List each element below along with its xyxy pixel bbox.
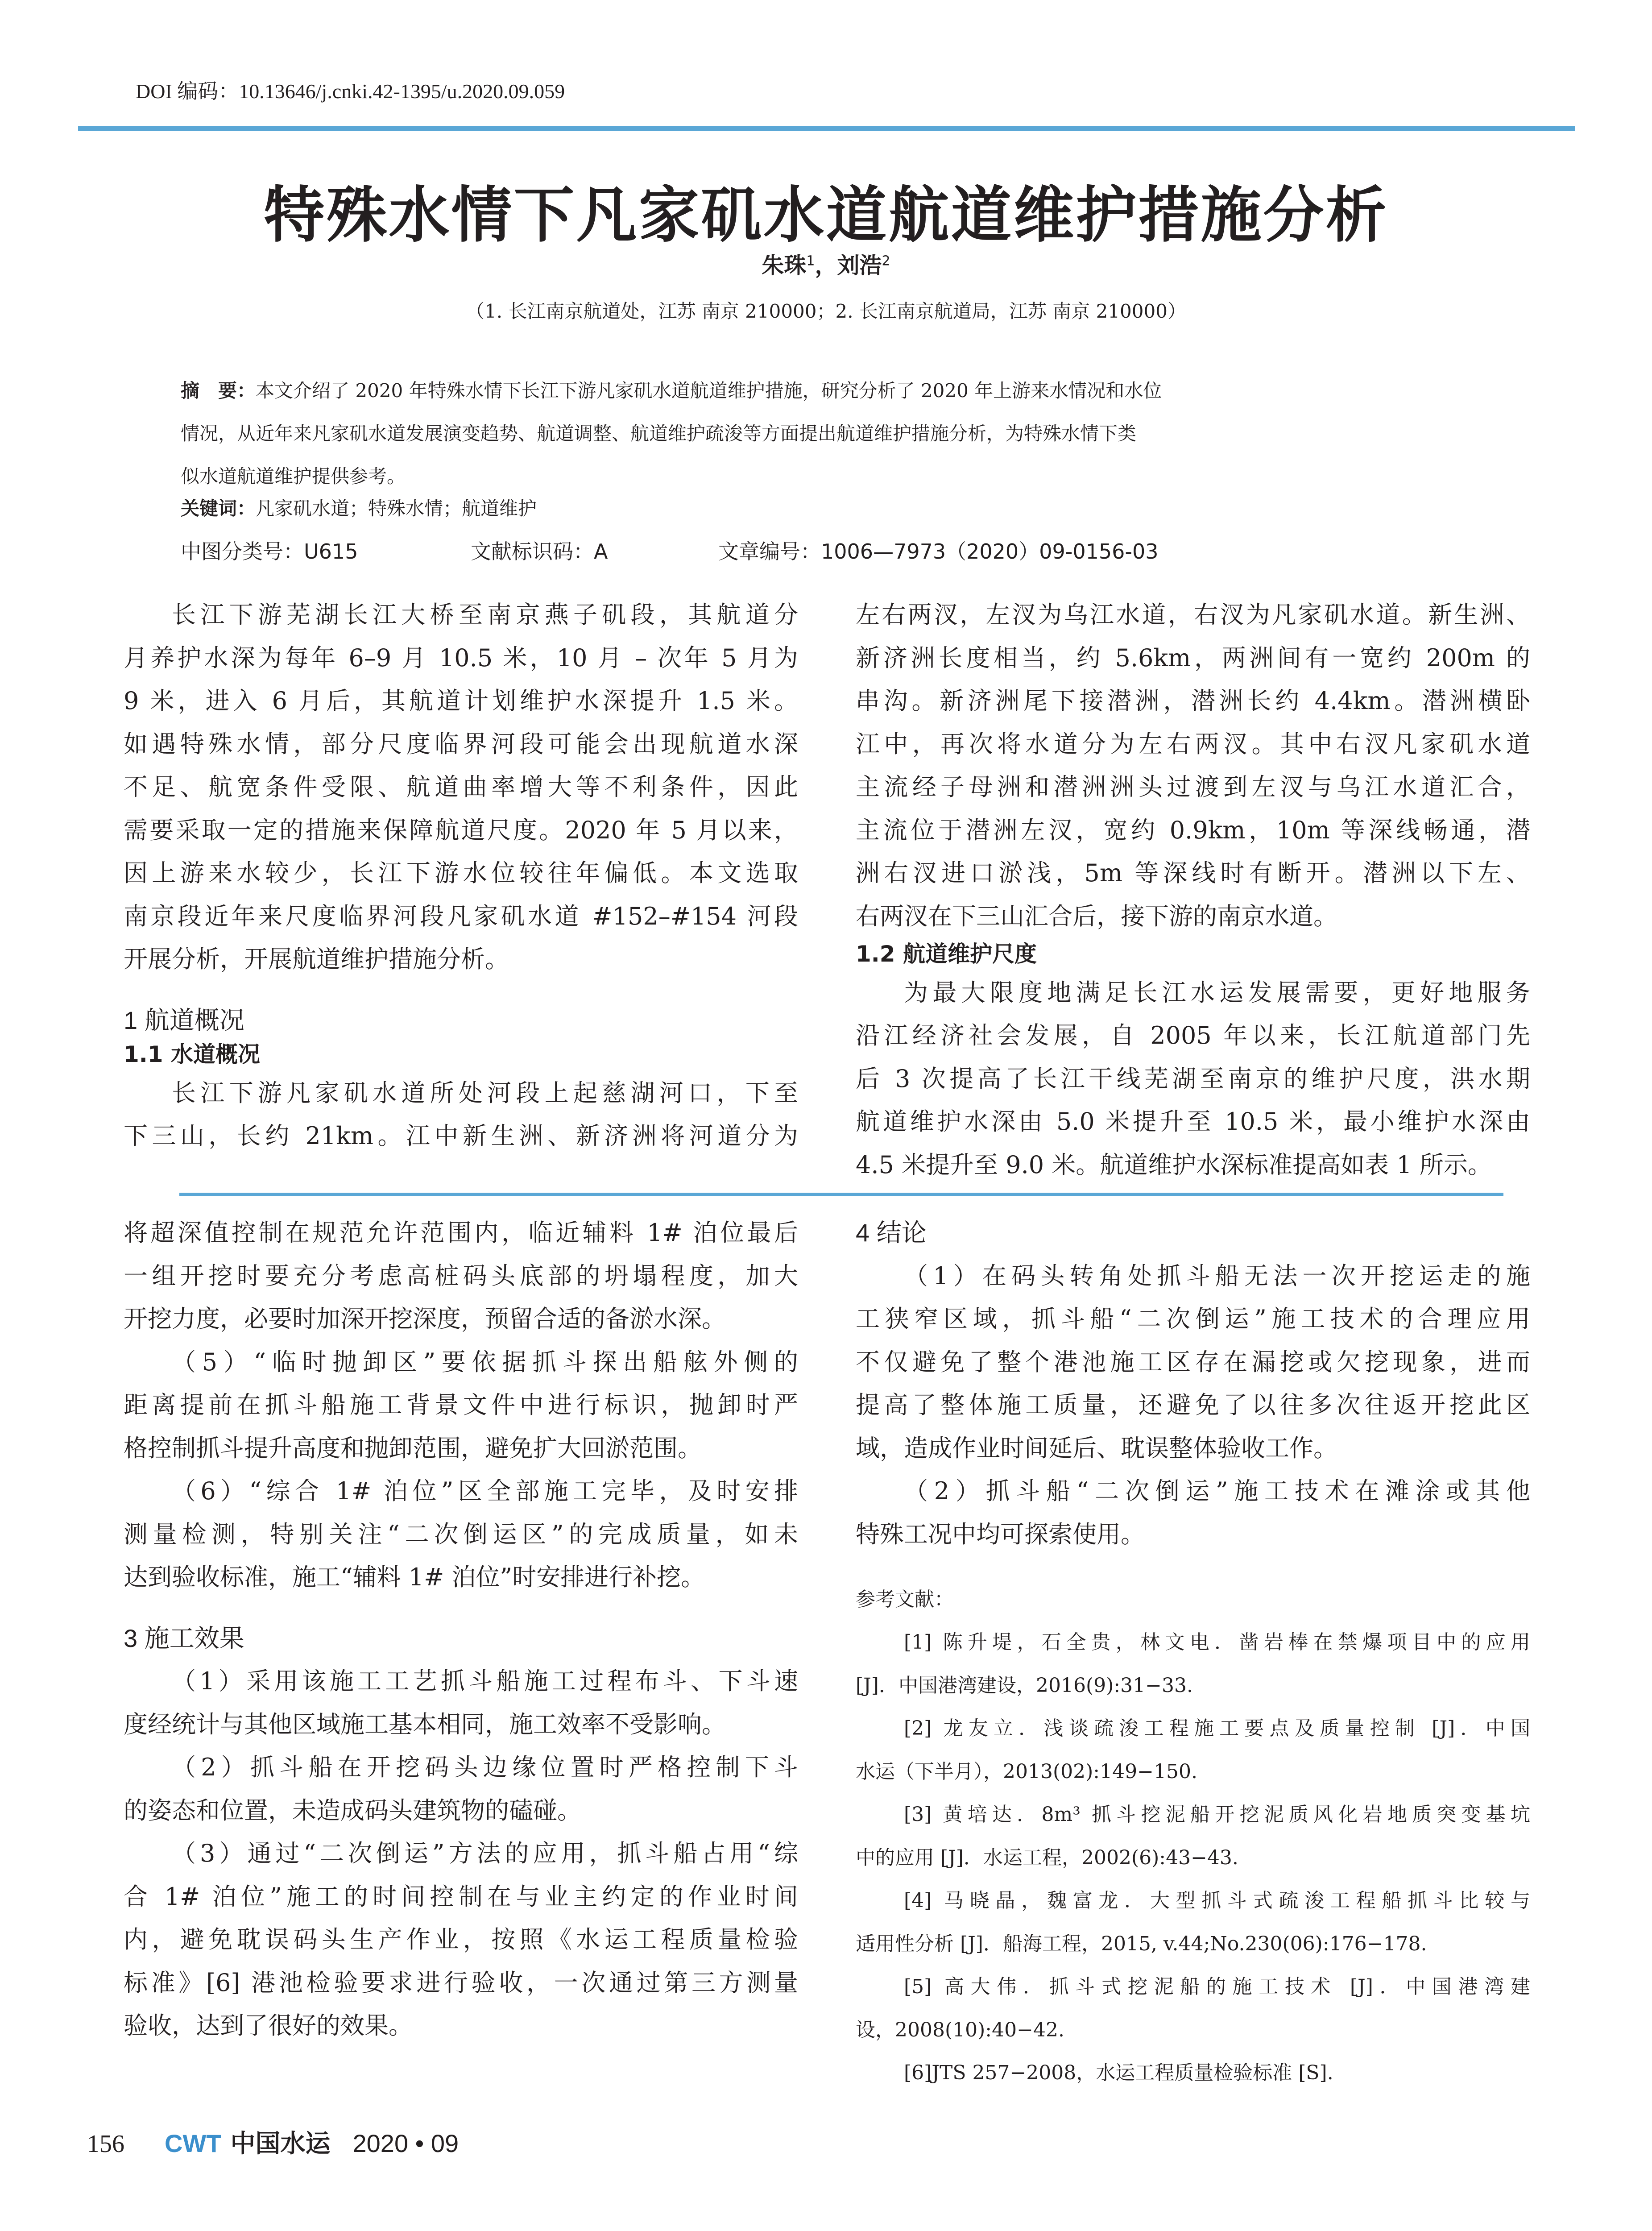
classification-line — [181, 535, 1159, 565]
reference-list — [856, 1621, 1530, 2095]
authors — [0, 248, 1652, 280]
reference-line: [J]．中国港湾建设，2016(9):31−33. — [856, 1674, 1193, 1697]
keywords-text: 凡家矶水道；特殊水情；航道维护 — [256, 498, 537, 519]
text-line: 新济洲长度相当，约 5.6km，两洲间有一宽约 200m 的 — [856, 643, 1530, 672]
text-line: 主流位于潜洲左汊，宽约 0.9km，10m 等深线畅通，潜 — [856, 816, 1530, 844]
text-line: （1）在码头转角处抓斗船无法一次开挖运走的施 — [904, 1261, 1530, 1290]
column-upper-left — [124, 593, 798, 1158]
reference-line: [2] 龙友立．浅谈疏浚工程施工要点及质量控制 [J]．中国 — [904, 1717, 1530, 1740]
text-line: 长江下游凡家矶水道所处河段上起慈湖河口，下至 — [172, 1078, 798, 1107]
column-lower-right — [856, 1211, 1530, 2095]
text-line: 将超深值控制在规范允许范围内，临近辅料 1# 泊位最后 — [124, 1219, 798, 1247]
text-line: 开展分析，开展航道维护措施分析。 — [124, 945, 509, 973]
text-line: （2）抓斗船“二次倒运”施工技术在滩涂或其他 — [904, 1477, 1530, 1505]
reference-line: 中的应用 [J]．水运工程，2002(6):43−43. — [856, 1846, 1238, 1869]
text-line: 月养护水深为每年 6–9 月 10.5 米，10 月 – 次年 5 月为 — [124, 643, 798, 672]
text-line: 开挖力度，必要时加深开挖深度，预留合适的备淤水深。 — [124, 1305, 726, 1333]
text-line: 江中，再次将水道分为左右两汊。其中右汊凡家矶水道 — [856, 730, 1530, 758]
text-line: （3）通过“二次倒运”方法的应用，抓斗船占用“综 — [172, 1839, 798, 1867]
reference-line: [4] 马晓晶，魏富龙．大型抓斗式疏浚工程船抓斗比较与 — [904, 1889, 1530, 1912]
text-line: 沿江经济社会发展，自 2005 年以来，长江航道部门先 — [856, 1021, 1530, 1049]
clc-number: 中图分类号：U615 — [181, 539, 358, 564]
abstract-line: 似水道航道维护提供参考。 — [181, 465, 406, 487]
text-line: 因上游来水较少，长江下游水位较往年偏低。本文选取 — [124, 859, 798, 887]
abstract-line: 情况，从近年来凡家矶水道发展演变趋势、航道调整、航道维护疏浚等方面提出航道维护措施分析，为特殊水情下类 — [181, 423, 1137, 444]
column-upper-right — [856, 593, 1530, 1186]
text-line: 达到验收标准，施工“辅料 1# 泊位”时安排进行补挖。 — [124, 1563, 705, 1591]
text-line: 测量检测，特别关注“二次倒运区”的完成质量，如未 — [124, 1520, 798, 1548]
text-line: 格控制抓斗提升高度和抛卸范围，避免扩大回淤范围。 — [124, 1434, 702, 1462]
page-number: 156 — [87, 2130, 124, 2158]
text-line: 右两汊在下三山汇合后，接下游的南京水道。 — [856, 902, 1337, 930]
text-line: 航道维护水深由 5.0 米提升至 10.5 米，最小维护水深由 — [856, 1107, 1530, 1136]
text-line: 为最大限度地满足长江水运发展需要，更好地服务 — [904, 978, 1530, 1007]
text-line: 南京段近年来尺度临界河段凡家矶水道 #152–#154 河段 — [124, 902, 798, 930]
reference-line: 适用性分析 [J]．船海工程，2015, v.44;No.230(06):176−178. — [856, 1932, 1427, 1955]
text-line: 后 3 次提高了长江干线芜湖至南京的维护尺度，洪水期 — [856, 1064, 1530, 1093]
doi-line: DOI 编码：10.13646/j.cnki.42-1395/u.2020.09.059 — [136, 80, 565, 103]
paper-title: 特殊水情下凡家矶水道航道维护措施分析 — [264, 180, 1388, 251]
reference-line: [5] 高大伟．抓斗式挖泥船的施工技术 [J]．中国港湾建 — [904, 1975, 1530, 1998]
text-line: （1）采用该施工工艺抓斗船施工过程布斗、下斗速 — [172, 1667, 798, 1695]
text-line: 验收，达到了很好的效果。 — [124, 2011, 413, 2040]
document-code: 文献标识码：A — [471, 539, 608, 564]
journal-name: 中国水运 — [230, 2129, 331, 2158]
reference-line: [3] 黄培达．8m³ 抓斗挖泥船开挖泥质风化岩地质突变基坑 — [904, 1803, 1530, 1826]
journal-logo: CWT — [165, 2129, 222, 2157]
issue-date: 2020 • 09 — [352, 2129, 459, 2157]
text-line: 特殊工况中均可探索使用。 — [856, 1520, 1145, 1548]
text-line: 内，避免耽误码头生产作业，按照《水运工程质量检验 — [124, 1925, 798, 1953]
keywords-label: 关键词： — [181, 498, 256, 519]
keywords — [181, 494, 537, 521]
abstract-line: 本文介绍了 2020 年特殊水情下长江下游凡家矶水道航道维护措施，研究分析了 2020 年上游来水情况和水位 — [256, 380, 1162, 402]
text-line: 域，造成作业时间延后、耽误整体验收工作。 — [856, 1434, 1337, 1462]
affiliation: （1. 长江南京航道处，江苏 南京 210000；2. 长江南京航道局，江苏 南京 210000） — [466, 300, 1186, 322]
reference-line: 设，2008(10):40−42. — [856, 2018, 1064, 2041]
page-footer — [87, 2124, 459, 2160]
text-line: 的姿态和位置，未造成码头建筑物的磕碰。 — [124, 1796, 581, 1825]
author-separator: ， — [815, 253, 837, 278]
text-line: 主流经子母洲和潜洲洲头过渡到左汊与乌江水道汇合， — [856, 773, 1530, 801]
text-line: 提高了整体施工质量，还避免了以往多次往返开挖此区 — [856, 1391, 1530, 1419]
text-line: 左右两汊，左汊为乌江水道，右汊为凡家矶水道。新生洲、 — [856, 601, 1530, 629]
references-title: 参考文献： — [856, 1588, 954, 1611]
header-rule — [78, 126, 1575, 131]
author-1: 朱珠 — [762, 253, 807, 278]
author-2-affil: 2 — [882, 253, 890, 269]
author-2: 刘浩 — [837, 253, 882, 278]
text-line: 度经统计与其他区域施工基本相同，施工效率不受影响。 — [124, 1710, 726, 1738]
text-line: 不足、航宽条件受限、航道曲率增大等不利条件，因此 — [124, 773, 798, 801]
text-line: 工狭窄区域，抓斗船“二次倒运”施工技术的合理应用 — [856, 1305, 1530, 1333]
section-heading: 4 结论 — [856, 1219, 927, 1247]
text-line: （5）“临时抛卸区”要依据抓斗探出船舷外侧的 — [172, 1348, 798, 1376]
text-line: 标准》[6] 港池检验要求进行验收，一次通过第三方测量 — [124, 1968, 798, 1997]
article-number: 文章编号：1006—7973（2020）09-0156-03 — [718, 539, 1159, 564]
text-line: 一组开挖时要充分考虑高桩码头底部的坍塌程度，加大 — [124, 1261, 798, 1290]
author-1-affil: 1 — [806, 253, 815, 269]
text-line: 合 1# 泊位”施工的时间控制在与业主约定的作业时间 — [124, 1882, 798, 1911]
text-line: 需要采取一定的措施来保障航道尺度。2020 年 5 月以来， — [124, 816, 798, 844]
column-lower-left — [124, 1211, 798, 2048]
reference-line: [1] 陈升堤，石全贵，林文电．凿岩棒在禁爆项目中的应用 — [904, 1631, 1530, 1654]
reference-line: [6]JTS 257−2008，水运工程质量检验标准 [S]. — [904, 2061, 1333, 2084]
section-heading: 3 施工效果 — [124, 1624, 244, 1652]
text-line: 如遇特殊水情，部分尺度临界河段可能会出现航道水深 — [124, 730, 798, 758]
text-line: 洲右汊进口淤浅，5m 等深线时有断开。潜洲以下左、 — [856, 859, 1530, 887]
text-line: （6）“综合 1# 泊位”区全部施工完毕，及时安排 — [172, 1477, 798, 1505]
subsection-heading: 1.1 水道概况 — [124, 1041, 260, 1067]
text-line: （2）抓斗船在开挖码头边缘位置时严格控制下斗 — [172, 1753, 798, 1781]
subsection-heading: 1.2 航道维护尺度 — [856, 941, 1037, 967]
text-line: 9 米，进入 6 月后，其航道计划维护水深提升 1.5 米。 — [124, 687, 798, 715]
abstract — [181, 369, 1474, 498]
text-line: 距离提前在抓斗船施工背景文件中进行标识，抛卸时严 — [124, 1391, 798, 1419]
text-line: 下三山，长约 21km。江中新生洲、新济洲将河道分为 — [124, 1122, 798, 1150]
abstract-label: 摘 要： — [181, 380, 256, 402]
text-line: 串沟。新济洲尾下接潜洲，潜洲长约 4.4km。潜洲横卧 — [856, 687, 1530, 715]
text-line: 长江下游芜湖长江大桥至南京燕子矶段，其航道分 — [172, 601, 798, 629]
reference-line: 水运（下半月），2013(02):149−150. — [856, 1760, 1197, 1783]
text-line: 不仅避免了整个港池施工区存在漏挖或欠挖现象，进而 — [856, 1348, 1530, 1376]
section-heading: 1 航道概况 — [124, 1006, 244, 1034]
text-line: 4.5 米提升至 9.0 米。航道维护水深标准提高如表 1 所示。 — [856, 1150, 1492, 1179]
section-divider-rule — [179, 1193, 1503, 1196]
